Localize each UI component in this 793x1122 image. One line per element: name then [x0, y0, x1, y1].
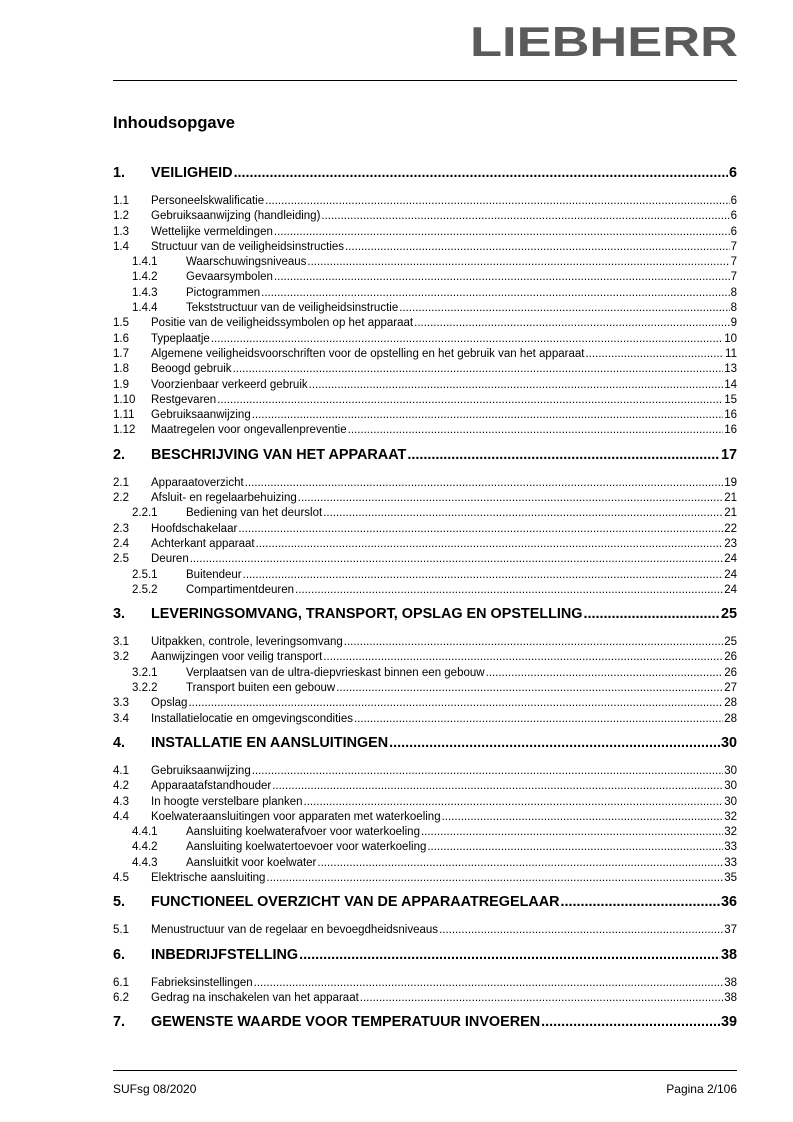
- toc-leader: [585, 347, 724, 362]
- toc-page: 36: [720, 894, 737, 911]
- toc-title: Apparaatoverzicht: [151, 476, 244, 489]
- toc-number: 2.1: [113, 476, 129, 489]
- toc-title: Hoofdschakelaar: [151, 522, 238, 535]
- toc-page: 16: [724, 424, 737, 437]
- toc-title: Maatregelen voor ongevallenpreventie: [151, 424, 347, 437]
- toc-number: 4.4.2: [132, 841, 158, 854]
- toc-title: Menustructuur van de regelaar en bevoegdheidsniveaus: [151, 924, 439, 937]
- toc-page: 24: [724, 583, 737, 596]
- toc-section[interactable]: [113, 537, 737, 552]
- toc-leader: [295, 583, 723, 598]
- toc-leader: [243, 568, 724, 583]
- toc-subsection[interactable]: [113, 506, 737, 521]
- toc-title: Gevaarsymbolen: [186, 271, 273, 284]
- toc-number: 1.2: [113, 210, 129, 223]
- toc-page: 6: [730, 225, 737, 238]
- toc-section[interactable]: [113, 423, 737, 438]
- toc-leader: [439, 923, 723, 938]
- toc-title: Gebruiksaanwijzing: [151, 409, 251, 422]
- toc-section[interactable]: [113, 779, 737, 794]
- toc-leader: [561, 893, 720, 911]
- toc-title: INBEDRIJFSTELLING: [151, 946, 299, 963]
- toc-leader: [407, 446, 720, 464]
- toc-page: 15: [724, 393, 737, 406]
- toc-title: Personeelskwalificatie: [151, 195, 265, 207]
- toc-subsection[interactable]: [113, 568, 737, 583]
- toc-page: 17: [720, 446, 737, 463]
- toc-chapter[interactable]: [113, 893, 737, 911]
- header-divider: [113, 80, 737, 81]
- toc-title: Fabrieksinstellingen: [151, 976, 253, 989]
- toc-number: 2.2: [113, 492, 129, 505]
- toc-leader: [389, 734, 720, 752]
- toc-chapter[interactable]: [113, 446, 737, 464]
- toc-title: Compartimentdeuren: [186, 583, 295, 596]
- toc-title: Wettelijke vermeldingen: [151, 225, 273, 238]
- toc-number: 3.1: [113, 636, 129, 649]
- toc-section[interactable]: [113, 696, 737, 711]
- toc-title: Deuren: [151, 553, 189, 566]
- toc-section[interactable]: [113, 795, 737, 810]
- toc-section[interactable]: [113, 332, 737, 347]
- toc-title: Verplaatsen van de ultra-diepvrieskast binnen een gebouw: [186, 666, 485, 679]
- toc-section[interactable]: [113, 635, 737, 650]
- toc-number: 7.: [113, 1014, 126, 1031]
- toc-leader: [345, 240, 730, 255]
- toc-title: Buitendeur: [186, 568, 242, 581]
- toc-number: 2.4: [113, 537, 129, 550]
- toc-section[interactable]: [113, 871, 737, 886]
- toc-leader: [299, 946, 720, 964]
- toc-section[interactable]: [113, 347, 737, 362]
- toc-page: 24: [724, 568, 737, 581]
- toc-leader: [211, 332, 723, 347]
- toc-subsection[interactable]: [113, 825, 737, 840]
- toc-number: 4.4: [113, 810, 129, 823]
- toc-title: Aanwijzingen voor veilig transport: [151, 651, 323, 664]
- toc-subsection[interactable]: [113, 666, 737, 681]
- toc-leader: [414, 316, 729, 331]
- toc-leader: [584, 605, 720, 623]
- toc-title: Voorzienbaar verkeerd gebruik: [151, 378, 308, 391]
- toc-subsection[interactable]: [113, 286, 737, 301]
- toc-page: 6: [728, 165, 737, 181]
- toc-title: Gebruiksaanwijzing: [151, 764, 251, 777]
- toc-page: 6: [730, 210, 737, 223]
- toc-title: Positie van de veiligheidssymbolen op het apparaat: [151, 317, 414, 330]
- toc-leader: [217, 393, 723, 408]
- toc-leader: [323, 506, 723, 521]
- toc-leader: [265, 194, 729, 209]
- toc-page: 27: [724, 682, 737, 695]
- toc-chapter[interactable]: [113, 734, 737, 752]
- toc-leader: [541, 1013, 720, 1031]
- toc-title: Beoogd gebruik: [151, 363, 232, 376]
- toc-title: Opslag: [151, 697, 188, 710]
- toc-number: 2.3: [113, 522, 129, 535]
- toc-number: 1.4.2: [132, 271, 158, 284]
- toc-section[interactable]: [113, 316, 737, 331]
- toc-number: 2.: [113, 446, 126, 463]
- toc-title: Algemene veiligheidsvoorschriften voor de opstelling en het gebruik van het apparaat: [151, 347, 585, 360]
- toc-section[interactable]: [113, 522, 737, 537]
- toc-leader: [348, 423, 724, 438]
- toc-number: 2.5.1: [132, 568, 158, 581]
- toc-page: 33: [724, 856, 737, 869]
- toc-subsection[interactable]: [113, 301, 737, 316]
- toc-number: 3.4: [113, 712, 129, 725]
- toc-page: 26: [724, 666, 737, 679]
- toc-title: FUNCTIONEEL OVERZICHT VAN DE APPARAATREGELAAR: [151, 894, 560, 911]
- toc-number: 1.6: [113, 332, 129, 345]
- toc-chapter[interactable]: [113, 605, 737, 623]
- toc-number: 3.3: [113, 697, 129, 710]
- toc-leader: [486, 666, 724, 681]
- liebherr-logo: [470, 22, 738, 62]
- toc-page: 35: [724, 871, 737, 884]
- toc-title: Achterkant apparaat: [151, 537, 255, 550]
- toc-leader: [321, 209, 729, 224]
- toc-section[interactable]: [113, 362, 737, 377]
- toc-leader: [354, 712, 723, 727]
- toc-page: 11: [725, 347, 737, 360]
- toc-section[interactable]: [113, 491, 737, 506]
- toc-number: 1.5: [113, 317, 129, 330]
- toc-page: 38: [720, 946, 737, 963]
- toc-number: 1.9: [113, 378, 129, 391]
- toc-title: Aansluitkit voor koelwater: [186, 856, 317, 869]
- toc-leader: [238, 522, 723, 537]
- toc-title: In hoogte verstelbare planken: [151, 795, 303, 808]
- toc-number: 2.5: [113, 553, 129, 566]
- toc-number: 3.2.1: [132, 666, 158, 679]
- toc-number: 1.: [113, 165, 126, 181]
- toc-number: 4.4.1: [132, 826, 158, 839]
- toc-page: 39: [720, 1014, 737, 1031]
- toc-leader: [252, 408, 723, 423]
- toc-page: 14: [724, 378, 737, 391]
- footer-page-number: Pagina 2/106: [666, 1082, 737, 1096]
- toc-page: 10: [724, 332, 737, 345]
- toc-page: 28: [724, 697, 737, 710]
- toc-page: 37: [724, 924, 737, 937]
- footer-document-code: SUFsg 08/2020: [113, 1082, 197, 1096]
- toc-section[interactable]: [113, 378, 737, 393]
- toc-page: 8: [730, 286, 737, 299]
- toc-page: 16: [724, 409, 737, 422]
- toc-number: 3.2: [113, 651, 129, 664]
- toc-leader: [190, 552, 723, 567]
- toc-chapter[interactable]: [113, 164, 737, 182]
- toc-leader: [266, 871, 723, 886]
- toc-page: 30: [720, 734, 737, 751]
- toc-leader: [274, 225, 730, 240]
- toc-page: 32: [724, 810, 737, 823]
- toc-leader: [307, 255, 729, 270]
- toc-page: 30: [724, 764, 737, 777]
- toc-number: 3.2.2: [132, 682, 158, 695]
- toc-title: Afsluit- en regelaarbehuizing: [151, 492, 297, 505]
- toc-title: Tekststructuur van de veiligheidsinstructie: [186, 302, 399, 315]
- toc-title: Koelwateraansluitingen voor apparaten met waterkoeling: [151, 810, 441, 823]
- toc-page: 6: [730, 195, 737, 207]
- toc-page: 30: [724, 795, 737, 808]
- toc-page: 21: [724, 507, 737, 520]
- toc-section[interactable]: [113, 209, 737, 224]
- toc-number: 1.11: [113, 409, 135, 422]
- toc-leader: [233, 362, 724, 377]
- toc-leader: [360, 991, 723, 1006]
- toc-number: 3.: [113, 606, 126, 623]
- toc-page: 9: [730, 317, 737, 330]
- toc-leader: [256, 537, 724, 552]
- toc-page: 26: [724, 651, 737, 664]
- svg-text:LIEBHERR: LIEBHERR: [470, 22, 738, 62]
- toc-leader: [304, 795, 724, 810]
- toc-title: Gebruiksaanwijzing (handleiding): [151, 210, 321, 223]
- toc-number: 1.4.4: [132, 302, 158, 315]
- toc-title: Installatielocatie en omgevingscondities: [151, 712, 354, 725]
- toc-leader: [245, 476, 724, 491]
- toc-leader: [344, 635, 723, 650]
- toc-page: 13: [724, 363, 737, 376]
- toc-section[interactable]: [113, 991, 737, 1006]
- toc-section[interactable]: [113, 810, 737, 825]
- toc-page: 7: [730, 271, 737, 284]
- toc-number: 1.12: [113, 424, 136, 437]
- toc-number: 2.5.2: [132, 583, 158, 596]
- toc-number: 5.: [113, 894, 126, 911]
- toc-section[interactable]: [113, 225, 737, 240]
- toc-number: 2.2.1: [132, 507, 158, 520]
- toc-number: 4.5: [113, 871, 129, 884]
- toc-section[interactable]: [113, 476, 737, 491]
- toc-section[interactable]: [113, 393, 737, 408]
- toc-section[interactable]: [113, 240, 737, 255]
- toc-title: Typeplaatje: [151, 332, 210, 345]
- toc-leader: [298, 491, 723, 506]
- toc-number: 1.7: [113, 347, 129, 360]
- toc-page: 22: [724, 522, 737, 535]
- toc-subsection[interactable]: [113, 681, 737, 696]
- toc-leader: [421, 825, 723, 840]
- toc-number: 6.2: [113, 991, 129, 1004]
- toc-title: BESCHRIJVING VAN HET APPARAAT: [151, 446, 407, 463]
- toc-leader: [309, 378, 724, 393]
- toc-leader: [442, 810, 724, 825]
- toc-title: Uitpakken, controle, leveringsomvang: [151, 636, 343, 649]
- toc-page: 7: [730, 240, 737, 253]
- toc-page: 28: [724, 712, 737, 725]
- toc-section[interactable]: [113, 650, 737, 665]
- toc-section[interactable]: [113, 923, 737, 938]
- toc-leader: [317, 856, 723, 871]
- toc-number: 4.2: [113, 780, 129, 793]
- toc-leader: [274, 270, 730, 285]
- toc-title: Waarschuwingsniveaus: [186, 256, 307, 269]
- toc-leader: [272, 779, 723, 794]
- toc-subsection[interactable]: [113, 583, 737, 598]
- toc-leader: [427, 840, 723, 855]
- toc-title: Pictogrammen: [186, 286, 261, 299]
- toc-number: 1.1: [113, 195, 129, 207]
- toc-section[interactable]: [113, 552, 737, 567]
- toc-section[interactable]: [113, 408, 737, 423]
- toc-page: 33: [724, 841, 737, 854]
- toc-title: GEWENSTE WAARDE VOOR TEMPERATUUR INVOEREN: [151, 1014, 541, 1031]
- toc-leader: [261, 286, 729, 301]
- toc-title: Structuur van de veiligheidsinstructies: [151, 240, 345, 253]
- toc-title: Aansluiting koelwatertoevoer voor waterkoeling: [186, 841, 427, 854]
- toc-number: 4.: [113, 734, 126, 751]
- toc-page: 19: [724, 476, 737, 489]
- toc-title: LEVERINGSOMVANG, TRANSPORT, OPSLAG EN OPSTELLING: [151, 606, 583, 623]
- toc-number: 1.8: [113, 363, 129, 376]
- toc-subsection[interactable]: [113, 840, 737, 855]
- toc-number: 6.1: [113, 976, 129, 989]
- toc-page: 7: [730, 256, 737, 269]
- toc-page: 24: [724, 553, 737, 566]
- toc-subsection[interactable]: [113, 270, 737, 285]
- toc-leader: [234, 164, 728, 182]
- table-of-contents: [113, 164, 737, 1043]
- toc-page: 25: [720, 606, 737, 623]
- toc-leader: [336, 681, 723, 696]
- toc-number: 1.4: [113, 240, 129, 253]
- toc-number: 1.4.3: [132, 286, 158, 299]
- toc-title: Gedrag na inschakelen van het apparaat: [151, 991, 359, 1004]
- toc-leader: [323, 650, 723, 665]
- footer-divider: [113, 1070, 737, 1071]
- toc-number: 4.1: [113, 764, 129, 777]
- toc-subsection[interactable]: [113, 856, 737, 871]
- toc-section[interactable]: [113, 764, 737, 779]
- toc-number: 1.4.1: [132, 256, 158, 269]
- toc-leader: [188, 696, 723, 711]
- toc-number: 5.1: [113, 924, 129, 937]
- toc-title: Restgevaren: [151, 393, 217, 406]
- toc-section[interactable]: [113, 712, 737, 727]
- toc-chapter[interactable]: [113, 946, 737, 964]
- toc-title: Bediening van het deurslot: [186, 507, 323, 520]
- toc-number: 4.4.3: [132, 856, 158, 869]
- toc-page: 38: [724, 976, 737, 989]
- toc-number: 1.10: [113, 393, 136, 406]
- page-title: Inhoudsopgave: [113, 114, 235, 132]
- toc-page: 32: [724, 826, 737, 839]
- toc-title: Elektrische aansluiting: [151, 871, 266, 884]
- toc-page: 21: [724, 492, 737, 505]
- toc-title: Apparaatafstandhouder: [151, 780, 272, 793]
- toc-number: 4.3: [113, 795, 129, 808]
- toc-page: 23: [724, 537, 737, 550]
- toc-number: 6.: [113, 946, 126, 963]
- toc-page: 25: [724, 636, 737, 649]
- toc-title: Transport buiten een gebouw: [186, 682, 336, 695]
- toc-page: 38: [724, 991, 737, 1004]
- toc-leader: [252, 764, 723, 779]
- toc-subsection[interactable]: [113, 255, 737, 270]
- toc-title: VEILIGHEID: [151, 165, 233, 181]
- toc-title: Aansluiting koelwaterafvoer voor waterkoeling: [186, 826, 420, 839]
- toc-page: 8: [730, 302, 737, 315]
- toc-section[interactable]: [113, 194, 737, 209]
- toc-page: 30: [724, 780, 737, 793]
- toc-chapter[interactable]: [113, 1013, 737, 1031]
- toc-number: 1.3: [113, 225, 129, 238]
- toc-leader: [399, 301, 729, 316]
- toc-title: INSTALLATIE EN AANSLUITINGEN: [151, 734, 389, 751]
- toc-leader: [254, 976, 724, 991]
- toc-section[interactable]: [113, 976, 737, 991]
